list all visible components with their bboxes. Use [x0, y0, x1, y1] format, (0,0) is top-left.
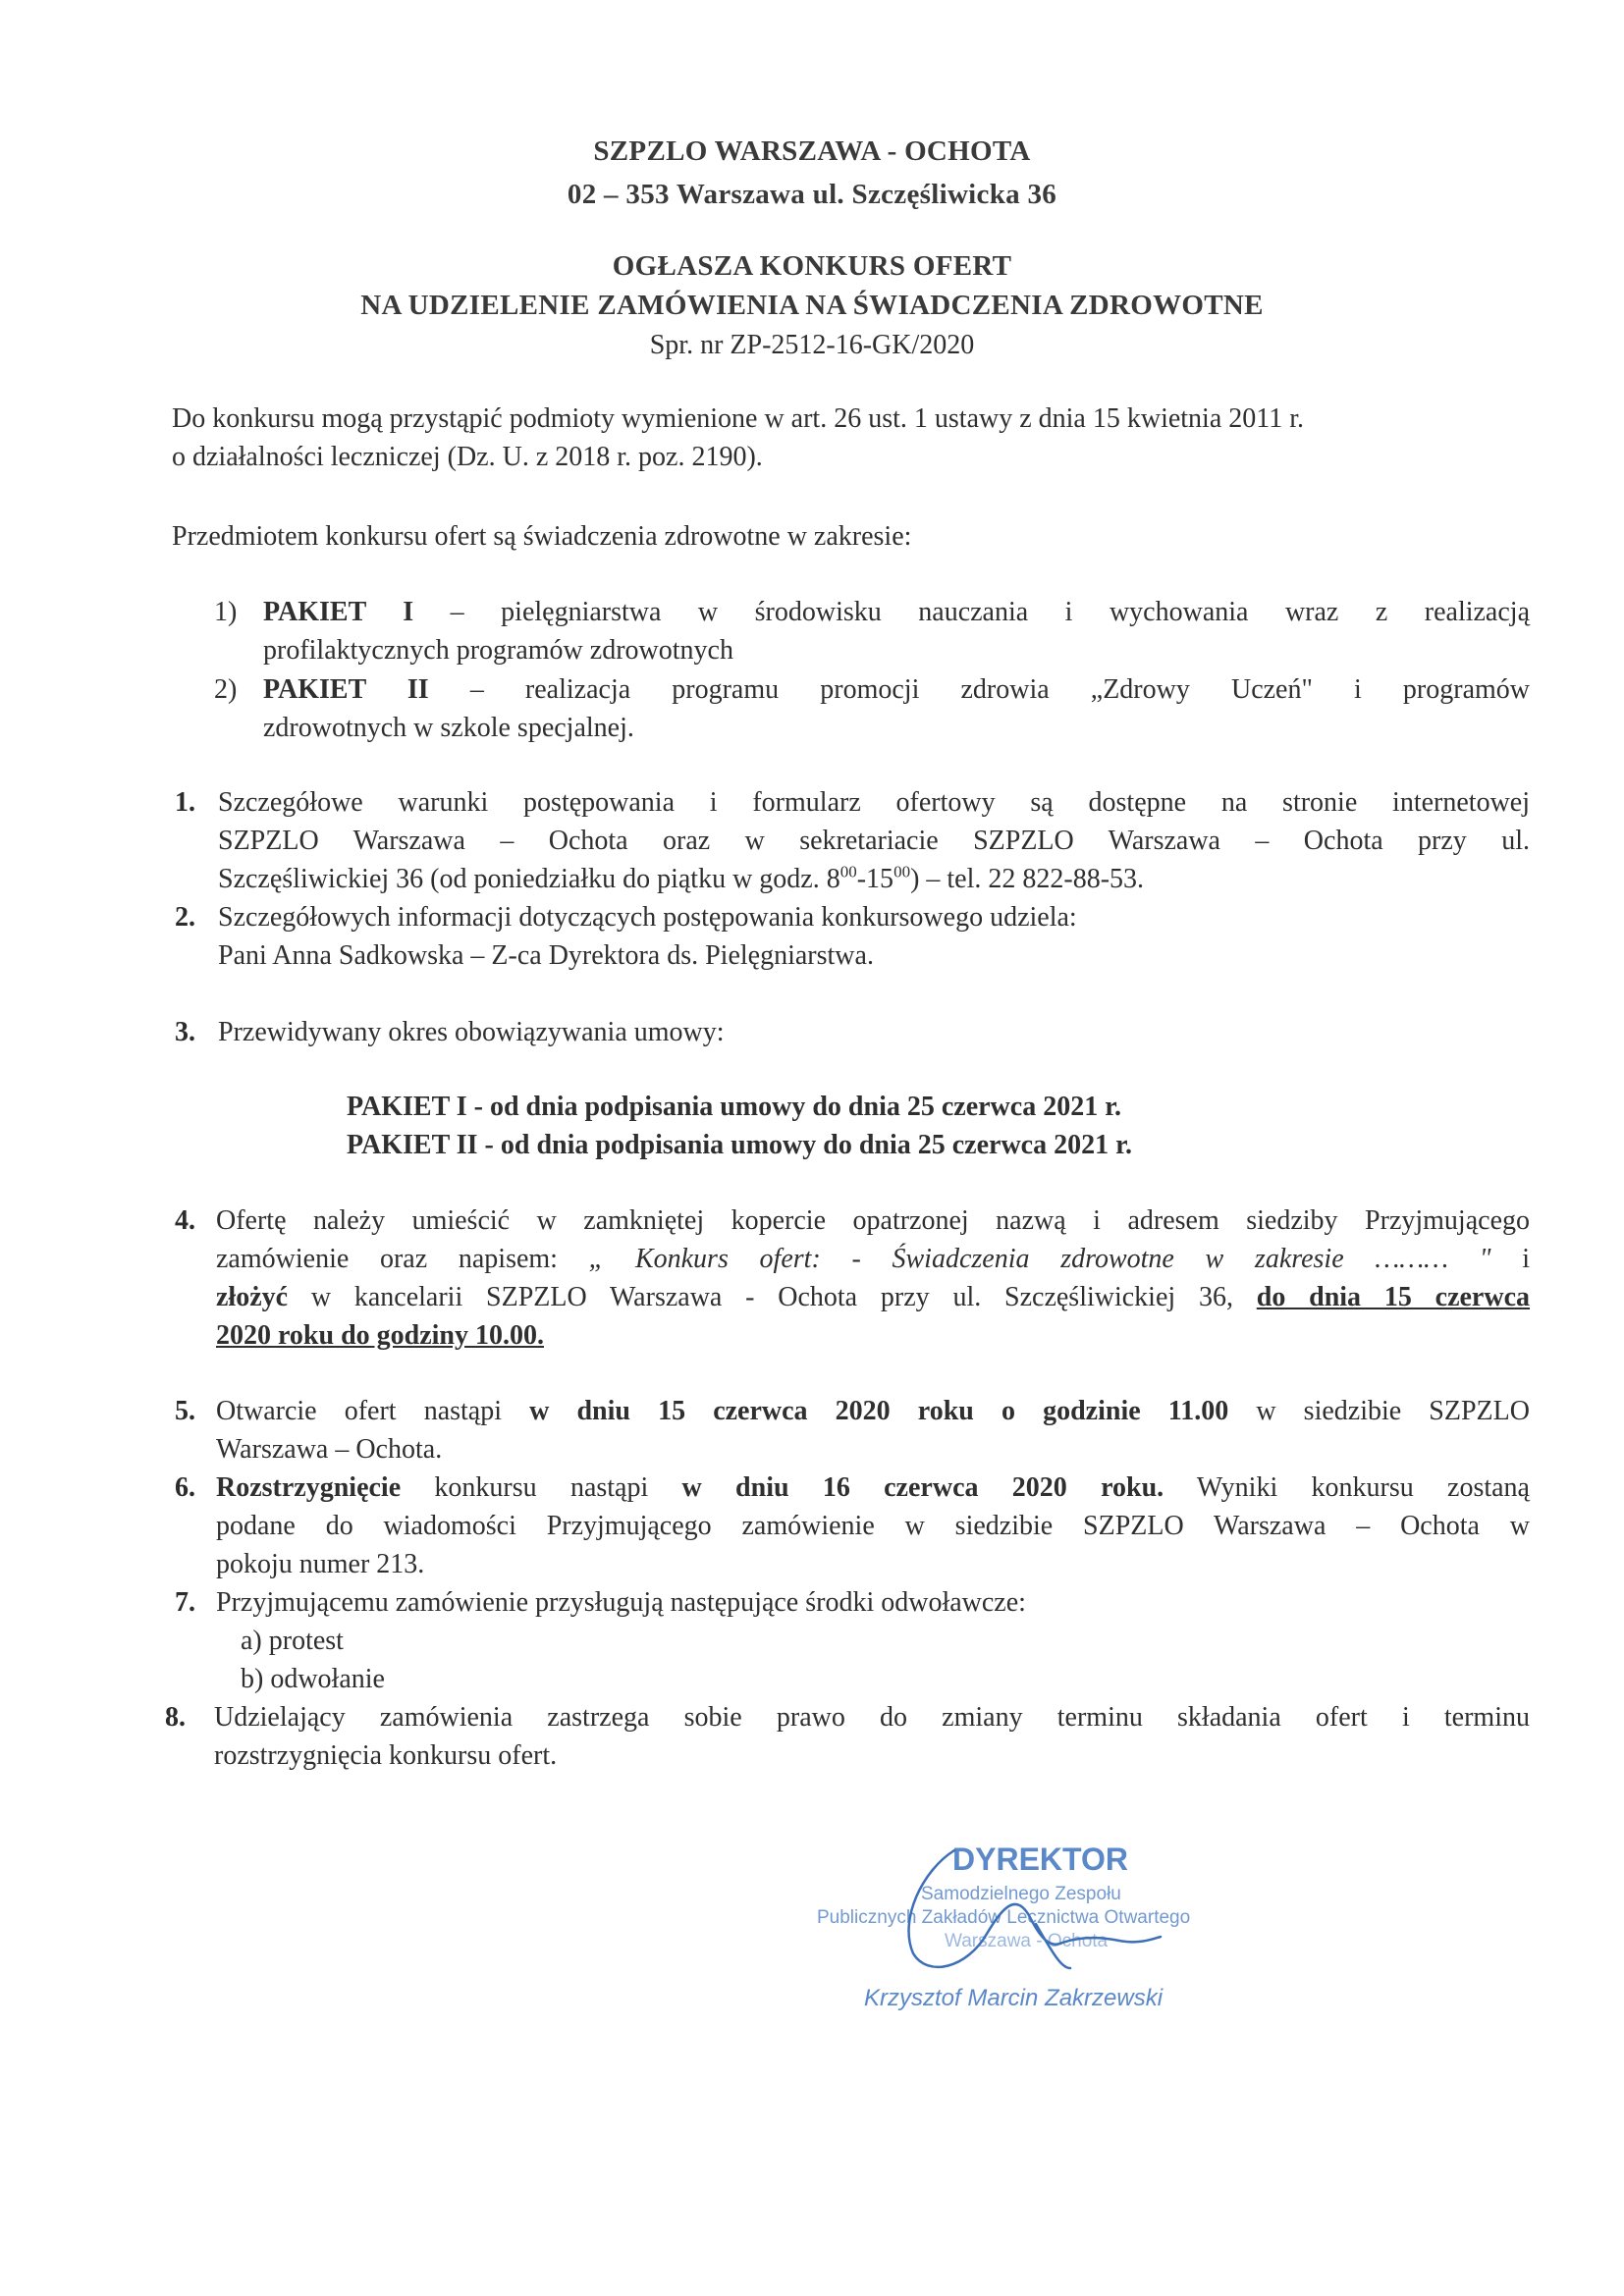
package-2-name: PAKIET II [263, 674, 429, 705]
item-1-hour-start-sup: 00 [839, 862, 857, 881]
announcement-title: OGŁASZA KONKURS OFERT [612, 250, 1012, 282]
item-1 [218, 783, 1530, 898]
subject-line: Przedmiotem konkursu ofert są świadczenia zdrowotne w zakresie: [172, 521, 912, 552]
item-4-number: 4. [175, 1205, 195, 1236]
item-8-line-2: rozstrzygnięcia konkursu ofert. [214, 1740, 558, 1771]
item-4-deadline-part-1: do dnia 15 czerwca [1256, 1282, 1531, 1312]
item-5 [216, 1392, 1530, 1468]
item-1-line-2: SZPZLO Warszawa – Ochota oraz w sekretariacie SZPZLO Warszawa – Ochota przy ul. [218, 826, 1530, 856]
item-5-line-1c: w siedzibie SZPZLO [1228, 1396, 1530, 1426]
item-8-number: 8. [165, 1702, 186, 1733]
item-2-number: 2. [175, 902, 195, 933]
stamp-line-3: Warszawa - Ochota [945, 1931, 1109, 1951]
package-2-desc-1: – realizacja programu promocji zdrowia „Zdrowy Uczeń" i programów [469, 674, 1531, 705]
org-name: SZPZLO WARSZAWA - OCHOTA [593, 135, 1031, 167]
package-1-name: PAKIET I [263, 597, 414, 627]
item-6-line-1d: Wyniki konkursu zostaną [1164, 1472, 1530, 1503]
item-8-line-1: Udzielający zamówienia zastrzega sobie prawo do zmiany terminu składania ofert i terminu [214, 1702, 1530, 1733]
item-3-package-1-period: PAKIET I - od dnia podpisania umowy do dnia 25 czerwca 2021 r. [347, 1092, 1122, 1122]
item-2 [218, 898, 1530, 975]
item-1-line-3 [218, 860, 1530, 898]
item-4-line-2 [216, 1240, 1530, 1278]
intro-line-2: o działalności leczniczej (Dz. U. z 2018 r. poz. 2190). [172, 442, 763, 472]
item-6-line-3: pokoju numer 213. [216, 1549, 425, 1579]
package-1-desc-1: – pielęgniarstwa w środowisku nauczania i wychowania wraz z realizacją [450, 597, 1530, 627]
stamp-line-1: Samodzielnego Zespołu [921, 1884, 1121, 1904]
item-5-number: 5. [175, 1396, 195, 1426]
item-1-line-3a: Szczęśliwickiej 36 (od poniedziałku do piątku w godz. 8 [218, 864, 840, 894]
item-4-submit-word: złożyć [216, 1282, 289, 1312]
item-1-line-3b: -15 [856, 864, 894, 894]
item-7-option-a: a) protest [241, 1626, 344, 1656]
item-6-line-2: podane do wiadomości Przyjmującego zamówienie w siedzibie SZPZLO Warszawa – Ochota w [216, 1511, 1530, 1541]
stamp-graphic [805, 1821, 1257, 2017]
director-name: Krzysztof Marcin Zakrzewski [864, 1985, 1164, 2011]
item-1-line-1: Szczegółowe warunki postępowania i formularz ofertowy są dostępne na stronie internetowej [218, 787, 1530, 818]
item-6 [216, 1468, 1530, 1583]
item-8 [214, 1698, 1530, 1775]
item-1-hour-end-sup: 00 [893, 862, 911, 881]
item-1-line-3c: ) – tel. 22 822-88-53. [910, 864, 1145, 894]
intro-line-1: Do konkursu mogą przystąpić podmioty wymienione w art. 26 ust. 1 ustawy z dnia 15 kwietnia 2011 r. [172, 403, 1305, 434]
item-5-line-1 [216, 1392, 1530, 1430]
package-2-number: 2) [214, 674, 238, 705]
item-1-number: 1. [175, 787, 195, 818]
intro-paragraph [172, 400, 1527, 476]
item-7-line-1: Przyjmującemu zamówienie przysługują następujące środki odwoławcze: [216, 1587, 1026, 1618]
package-2-desc-2: zdrowotnych w szkole specjalnej. [263, 713, 634, 743]
item-6-line-1 [216, 1468, 1530, 1507]
item-4-line-2c: i [1490, 1244, 1531, 1274]
item-4-line-2a: zamówienie oraz napisem: [216, 1244, 589, 1274]
package-2 [263, 670, 1530, 747]
item-4-line-3b: w kancelarii SZPZLO Warszawa - Ochota przy ul. Szczęśliwickiej 36, [288, 1282, 1257, 1312]
director-stamp [805, 1821, 1257, 2017]
item-7-number: 7. [175, 1587, 195, 1618]
item-2-line-2: Pani Anna Sadkowska – Z-ca Dyrektora ds. Pielęgniarstwa. [218, 940, 874, 971]
item-6-line-1b: konkursu nastąpi [401, 1472, 682, 1503]
item-4 [216, 1201, 1530, 1355]
item-4-line-1: Ofertę należy umieścić w zamkniętej kopercie opatrzonej nazwą i adresem siedziby Przyjmującego [216, 1205, 1530, 1236]
item-3-line-1: Przewidywany okres obowiązywania umowy: [218, 1017, 725, 1047]
stamp-title: DYREKTOR [952, 1842, 1128, 1877]
item-4-line-3 [216, 1278, 1530, 1316]
package-1-number: 1) [214, 597, 238, 627]
package-1 [263, 593, 1530, 669]
package-1-desc-2: profilaktycznych programów zdrowotnych [263, 635, 733, 666]
item-5-line-2: Warszawa – Ochota. [216, 1434, 443, 1465]
item-5-line-1a: Otwarcie ofert nastąpi [216, 1396, 530, 1426]
org-address: 02 – 353 Warszawa ul. Szczęśliwicka 36 [567, 179, 1057, 210]
reference-number: Spr. nr ZP-2512-16-GK/2020 [649, 330, 975, 360]
item-4-envelope-label: „ Konkurs ofert: - Świadczenia zdrowotne w zakresie ……… " [588, 1244, 1491, 1274]
item-3-package-2-period: PAKIET II - od dnia podpisania umowy do dnia 25 czerwca 2021 r. [347, 1130, 1132, 1160]
item-2-line-1: Szczegółowych informacji dotyczących postępowania konkursowego udziela: [218, 902, 1077, 933]
announcement-subtitle: NA UDZIELENIE ZAMÓWIENIA NA ŚWIADCZENIA ZDROWOTNE [360, 290, 1264, 321]
item-6-decision-word: Rozstrzygnięcie [216, 1472, 402, 1503]
stamp-line-2: Publicznych Zakładów Lecznictwa Otwartego [817, 1907, 1191, 1928]
item-5-opening-date: w dniu 15 czerwca 2020 roku o godzinie 11.00 [529, 1396, 1229, 1426]
item-3-number: 3. [175, 1017, 195, 1047]
item-6-number: 6. [175, 1472, 195, 1503]
item-4-deadline-part-2: 2020 roku do godziny 10.00. [216, 1320, 544, 1351]
item-6-decision-date: w dniu 16 czerwca 2020 roku. [681, 1472, 1164, 1503]
item-7-option-b: b) odwołanie [241, 1664, 385, 1694]
